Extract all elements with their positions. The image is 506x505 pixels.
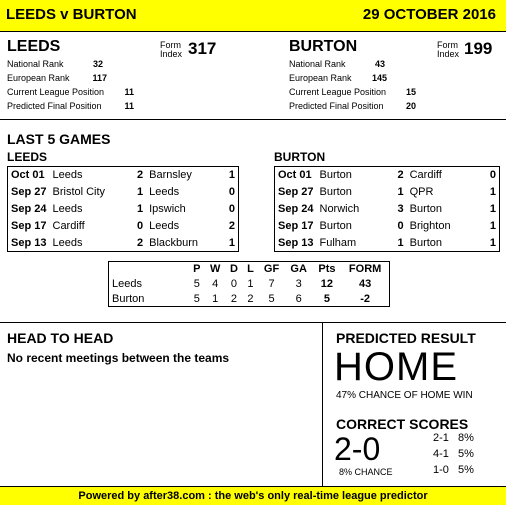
form-cell: 6	[295, 292, 302, 305]
game-date: Sep 17	[11, 220, 47, 232]
form-header-cell: D	[229, 263, 238, 276]
last5-away-label: BURTON	[274, 150, 326, 164]
form-cell: 1	[212, 292, 219, 305]
home-stat-value: 11	[124, 101, 134, 111]
home-form-index: 317	[188, 39, 217, 58]
form-header-cell: P	[193, 263, 201, 276]
game-home-score: 0	[397, 220, 404, 232]
away-stat-label: National Rank	[289, 59, 346, 69]
game-home-team: Norwich	[319, 203, 360, 215]
away-stat-value: 145	[371, 73, 387, 83]
away-form-index: 199	[464, 39, 493, 58]
form-header-cell: Pts	[318, 263, 336, 276]
game-away-score: 1	[489, 203, 496, 215]
game-away-score: 0	[228, 203, 235, 215]
home-stat-value: 117	[92, 73, 107, 83]
game-date: Oct 01	[11, 169, 45, 182]
game-away-score: 2	[228, 220, 235, 232]
away-team-name: BURTON	[289, 38, 358, 55]
game-home-team: Fulham	[319, 236, 357, 249]
prediction-title: PREDICTED RESULT	[336, 330, 476, 346]
home-form-label-1: Form	[160, 40, 181, 50]
alt-score: 2-1	[433, 432, 449, 444]
game-row	[275, 184, 500, 201]
game-date: Sep 27	[11, 186, 47, 198]
away-stat-label: Current League Position	[289, 87, 387, 97]
game-home-score: 0	[137, 220, 144, 232]
form-cell: 43	[359, 278, 372, 290]
form-cell: 2	[230, 292, 238, 305]
home-stat-label: European Rank	[7, 73, 70, 83]
home-last5-table	[7, 166, 239, 252]
away-stat-value: 20	[405, 101, 416, 111]
form-cell: 0	[230, 278, 238, 290]
game-home-score: 3	[397, 203, 404, 215]
game-row	[8, 167, 239, 184]
footer-text[interactable]: Powered by after38.com : the web's only real-time league predictor	[78, 490, 428, 502]
home-form-label-2: Index	[160, 49, 183, 59]
form-cell: 4	[212, 278, 219, 290]
game-home-team: Burton	[319, 220, 352, 232]
home-stat-value: 32	[92, 59, 103, 69]
away-last5-table	[274, 166, 500, 252]
game-away-team: Blackburn	[149, 236, 199, 249]
alt-score-pct: 5%	[458, 464, 474, 476]
form-cell: 12	[320, 278, 334, 290]
game-away-team: Leeds	[149, 220, 180, 232]
game-away-team: Leeds	[149, 186, 180, 198]
game-row	[275, 201, 500, 218]
footer-banner	[0, 486, 506, 505]
game-home-team: Leeds	[52, 236, 83, 249]
game-home-team: Leeds	[52, 203, 83, 215]
form-header-cell: GA	[290, 263, 307, 276]
game-home-score: 2	[137, 236, 144, 249]
home-stat-value: 11	[124, 87, 134, 97]
last5-home-label: LEEDS	[7, 150, 48, 164]
alt-score: 4-1	[433, 448, 449, 460]
game-date: Sep 17	[278, 220, 314, 232]
form-cell: 5	[193, 278, 200, 290]
game-away-score: 1	[489, 220, 496, 232]
game-row	[8, 235, 239, 252]
divider	[0, 322, 506, 323]
form-row	[109, 292, 390, 307]
game-away-team: Burton	[409, 203, 443, 215]
alt-score-pct: 8%	[458, 432, 474, 444]
home-stat-label: Predicted Final Position	[7, 101, 102, 111]
game-away-score: 1	[228, 236, 235, 249]
form-team: Leeds	[112, 278, 142, 290]
game-row	[8, 218, 239, 235]
away-form-label-1: Form	[437, 40, 458, 50]
game-date: Oct 01	[278, 169, 312, 182]
form-header-cell: W	[209, 263, 221, 276]
form-cell: 7	[268, 278, 275, 290]
game-away-team: Brighton	[409, 220, 451, 232]
game-home-score: 2	[137, 169, 144, 182]
form-comparison-table	[108, 261, 390, 307]
alt-score: 1-0	[433, 464, 449, 476]
game-row	[275, 235, 500, 252]
form-cell: 3	[295, 278, 302, 290]
game-home-team: Leeds	[52, 169, 83, 182]
match-header	[0, 0, 506, 32]
away-stat-value: 15	[405, 87, 416, 97]
game-home-score: 2	[397, 169, 404, 182]
game-away-score: 0	[489, 169, 496, 182]
game-home-score: 1	[137, 203, 144, 215]
away-stat-label: European Rank	[289, 73, 352, 83]
form-cell: 5	[323, 292, 330, 305]
game-date: Sep 13	[11, 236, 47, 249]
form-team: Burton	[112, 292, 145, 305]
game-row	[8, 201, 239, 218]
form-header-cell: GF	[263, 263, 280, 276]
game-home-team: Burton	[319, 169, 352, 182]
alt-score-pct: 5%	[458, 448, 474, 460]
form-cell: 5	[193, 292, 200, 305]
game-away-team: Cardiff	[409, 169, 442, 182]
game-date: Sep 27	[278, 186, 314, 198]
game-home-team: Burton	[319, 186, 352, 198]
predicted-result: HOME	[334, 345, 458, 389]
game-home-score: 1	[397, 236, 404, 249]
game-home-team: Bristol City	[52, 186, 106, 198]
match-title: LEEDS v BURTON	[6, 6, 137, 23]
h2h-text: No recent meetings between the teams	[7, 351, 230, 365]
game-date: Sep 24	[11, 203, 47, 215]
away-form-label-2: Index	[437, 49, 460, 59]
form-cell: 1	[247, 278, 254, 290]
form-cell: -2	[360, 292, 371, 305]
h2h-title: HEAD TO HEAD	[7, 330, 114, 346]
game-home-team: Cardiff	[52, 220, 85, 232]
form-header-cell: L	[247, 263, 254, 276]
game-away-team: Barnsley	[149, 169, 192, 182]
result-chance: 47% CHANCE OF HOME WIN	[336, 390, 473, 401]
game-away-team: Burton	[409, 236, 443, 249]
home-team-name: LEEDS	[7, 38, 61, 55]
game-away-score: 1	[489, 186, 496, 198]
game-away-team: Ipswich	[149, 203, 186, 215]
game-away-score: 0	[228, 186, 235, 198]
correct-scores-title: CORRECT SCORES	[336, 416, 469, 432]
away-stat-label: Predicted Final Position	[289, 101, 384, 111]
game-row	[275, 218, 500, 235]
form-cell: 2	[247, 292, 254, 305]
game-date: Sep 13	[278, 236, 314, 249]
form-cell: 5	[268, 292, 275, 305]
main-score: 2-0	[334, 431, 381, 467]
game-home-score: 1	[137, 186, 144, 198]
match-date: 29 OCTOBER 2016	[362, 6, 496, 23]
game-away-team: QPR	[409, 186, 434, 198]
home-stat-label: Current League Position	[7, 87, 105, 97]
home-stat-label: National Rank	[7, 59, 64, 69]
away-stat-value: 43	[374, 59, 385, 69]
game-row	[275, 167, 500, 184]
game-away-score: 1	[489, 236, 496, 249]
last5-title: LAST 5 GAMES	[7, 131, 111, 147]
game-away-score: 1	[228, 169, 235, 182]
form-header-cell: FORM	[348, 263, 382, 276]
game-date: Sep 24	[278, 203, 314, 215]
form-header-spacer	[109, 262, 189, 277]
game-row	[8, 184, 239, 201]
form-row	[109, 277, 390, 292]
game-home-score: 1	[397, 186, 404, 198]
vertical-divider	[322, 322, 323, 486]
main-score-chance: 8% CHANCE	[339, 467, 393, 477]
divider	[0, 119, 506, 120]
